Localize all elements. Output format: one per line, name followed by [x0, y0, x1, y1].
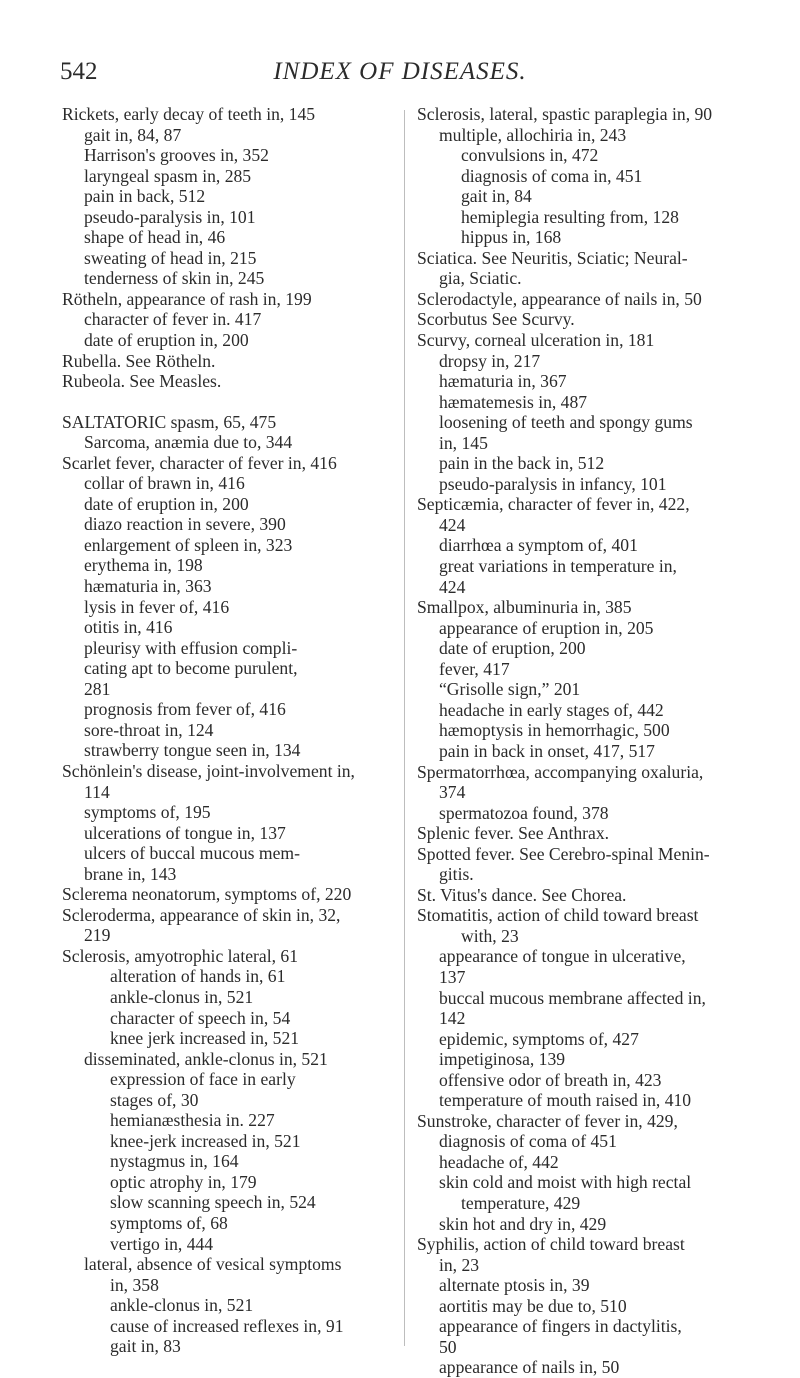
index-column-left — [62, 104, 398, 1357]
index-subentry: strawberry tongue seen in, 134 — [84, 740, 301, 761]
index-entry: Sclerema neonatorum, symptoms of, 220 — [62, 884, 352, 905]
index-entry: Sciatica. See Neuritis, Sciatic; Neural- — [417, 247, 688, 268]
index-subentry: epidemic, symptoms of, 427 — [439, 1028, 639, 1049]
index-subentry: otitis in, 416 — [84, 617, 173, 638]
index-subentry: hæmoptysis in hemorrhagic, 500 — [439, 720, 670, 741]
index-subentry: laryngeal spasm in, 285 — [84, 165, 252, 186]
index-entry: St. Vitus's dance. See Chorea. — [417, 884, 627, 905]
index-subentry: aortitis may be due to, 510 — [439, 1295, 627, 1316]
index-subentry: lateral, absence of vesical symptoms — [84, 1254, 342, 1275]
index-subentry: in, 145 — [439, 432, 488, 453]
index-subentry: disseminated, ankle-clonus in, 521 — [84, 1048, 328, 1069]
index-subentry: knee-jerk increased in, 521 — [110, 1130, 301, 1151]
index-subentry: ankle-clonus in, 521 — [110, 986, 254, 1007]
index-entry: Rubeola. See Measles. — [62, 371, 222, 392]
index-subentry: hæmatemesis in, 487 — [439, 391, 588, 412]
index-subentry: character of fever in. 417 — [84, 309, 262, 330]
index-entry: Sclerosis, amyotrophic lateral, 61 — [62, 945, 298, 966]
index-subentry: convulsions in, 472 — [461, 145, 599, 166]
index-entry: Sunstroke, character of fever in, 429, — [417, 1110, 678, 1131]
index-subentry: enlargement of spleen in, 323 — [84, 534, 293, 555]
running-title: INDEX OF DISEASES. — [273, 58, 527, 85]
index-subentry: brane in, 143 — [84, 863, 177, 884]
index-subentry: symptoms of, 68 — [110, 1212, 228, 1233]
index-subentry: loosening of teeth and spongy gums — [439, 412, 693, 433]
index-subentry: hæmaturia in, 363 — [84, 576, 212, 597]
index-entry: Syphilis, action of child toward breast — [417, 1234, 685, 1255]
index-subentry: headache in early stages of, 442 — [439, 699, 664, 720]
index-subentry: date of eruption in, 200 — [84, 330, 249, 351]
index-subentry: alternate ptosis in, 39 — [439, 1275, 590, 1296]
index-subentry: hæmaturia in, 367 — [439, 371, 567, 392]
index-subentry: spermatozoa found, 378 — [439, 802, 609, 823]
index-subentry: appearance of tongue in ulcerative, — [439, 946, 686, 967]
index-subentry: cause of increased reflexes in, 91 — [110, 1315, 344, 1336]
index-subentry: gait in, 83 — [110, 1336, 181, 1357]
index-column-right — [417, 104, 747, 1378]
index-entry: Splenic fever. See Anthrax. — [417, 823, 610, 844]
index-subentry: pseudo-paralysis in, 101 — [84, 206, 256, 227]
index-subentry: lysis in fever of, 416 — [84, 596, 230, 617]
index-subentry: appearance of fingers in dactylitis, — [439, 1316, 682, 1337]
index-subentry: dropsy in, 217 — [439, 350, 541, 371]
index-subentry: pain in the back in, 512 — [439, 453, 605, 474]
index-subentry: diagnosis of coma in, 451 — [461, 165, 643, 186]
index-subentry: “Grisolle sign,” 201 — [439, 679, 581, 700]
index-subentry: ulcers of buccal mucous mem- — [84, 843, 300, 864]
index-subentry: symptoms of, 195 — [84, 802, 211, 823]
index-subentry: expression of face in early — [110, 1069, 296, 1090]
section-gap — [62, 392, 398, 412]
index-subentry: erythema in, 198 — [84, 555, 203, 576]
index-subentry: 374 — [439, 782, 466, 803]
index-subentry: nystagmus in, 164 — [110, 1151, 239, 1172]
index-subentry: stages of, 30 — [110, 1089, 199, 1110]
index-subentry: slow scanning speech in, 524 — [110, 1192, 316, 1213]
index-subentry: cating apt to become purulent, — [84, 658, 298, 679]
index-entry: Sclerosis, lateral, spastic paraplegia in, 90 — [417, 104, 713, 124]
index-entry: Scarlet fever, character of fever in, 416 — [62, 452, 337, 473]
index-subentry: shape of head in, 46 — [84, 227, 226, 248]
index-subentry: appearance of eruption in, 205 — [439, 617, 654, 638]
index-subentry: great variations in temperature in, — [439, 556, 677, 577]
column-divider — [404, 110, 405, 1346]
index-entry: Sclerodactyle, appearance of nails in, 50 — [417, 288, 702, 309]
index-entry: Schönlein's disease, joint-involvement in, — [62, 760, 355, 781]
index-subentry: 114 — [84, 781, 110, 802]
index-entry: Stomatitis, action of child toward breast — [417, 905, 699, 926]
index-entry: Rubella. See Rötheln. — [62, 350, 216, 371]
index-subentry: diagnosis of coma of 451 — [439, 1131, 617, 1152]
index-entry: Septicæmia, character of fever in, 422, — [417, 494, 690, 515]
index-entry: Scleroderma, appearance of skin in, 32, — [62, 904, 341, 925]
index-subentry: alteration of hands in, 61 — [110, 966, 286, 987]
index-subentry: date of eruption in, 200 — [84, 493, 249, 514]
index-subentry: knee jerk increased in, 521 — [110, 1028, 300, 1049]
index-subentry: prognosis from fever of, 416 — [84, 699, 286, 720]
index-subentry: in, 358 — [110, 1274, 159, 1295]
index-subentry: tenderness of skin in, 245 — [84, 268, 265, 289]
page-header — [60, 58, 740, 92]
index-subentry: hemianæsthesia in. 227 — [110, 1110, 275, 1131]
index-subentry: pain in back, 512 — [84, 186, 206, 207]
index-subentry: multiple, allochiria in, 243 — [439, 124, 627, 145]
page-number: 542 — [60, 58, 98, 85]
index-subentry: gait in, 84, 87 — [84, 124, 182, 145]
index-subentry: headache of, 442 — [439, 1151, 559, 1172]
index-subentry: temperature, 429 — [461, 1192, 581, 1213]
index-entry: Spermatorrhœa, accompanying oxaluria, — [417, 761, 704, 782]
index-subentry: sore-throat in, 124 — [84, 719, 214, 740]
index-subentry: 219 — [84, 925, 111, 946]
index-subentry: optic atrophy in, 179 — [110, 1171, 257, 1192]
index-subentry: 281 — [84, 678, 111, 699]
index-subentry: pleurisy with effusion compli- — [84, 637, 298, 658]
index-subentry: 424 — [439, 514, 466, 535]
index-subentry: hippus in, 168 — [461, 227, 562, 248]
index-subentry: diarrhœa a symptom of, 401 — [439, 535, 638, 556]
index-subentry: 424 — [439, 576, 466, 597]
index-subentry: offensive odor of breath in, 423 — [439, 1069, 662, 1090]
index-subentry: vertigo in, 444 — [110, 1233, 214, 1254]
index-subentry: date of eruption, 200 — [439, 638, 586, 659]
index-subentry: 142 — [439, 1008, 466, 1029]
index-subentry: impetiginosa, 139 — [439, 1049, 566, 1070]
index-subentry: gait in, 84 — [461, 186, 532, 207]
index-subentry: skin hot and dry in, 429 — [439, 1213, 607, 1234]
index-subentry: hemiplegia resulting from, 128 — [461, 206, 679, 227]
index-subentry: pain in back in onset, 417, 517 — [439, 740, 655, 761]
index-subentry: diazo reaction in severe, 390 — [84, 514, 286, 535]
index-subentry: appearance of nails in, 50 — [439, 1357, 620, 1378]
index-subentry: with, 23 — [461, 925, 519, 946]
index-subentry: ulcerations of tongue in, 137 — [84, 822, 286, 843]
index-entry: Rötheln, appearance of rash in, 199 — [62, 288, 312, 309]
index-subentry: gitis. — [439, 864, 474, 885]
index-subentry: temperature of mouth raised in, 410 — [439, 1090, 692, 1111]
index-subentry: 50 — [439, 1336, 457, 1357]
index-subentry: Sarcoma, anæmia due to, 344 — [84, 432, 293, 453]
index-entry: Scorbutus See Scurvy. — [417, 309, 575, 330]
index-entry: Spotted fever. See Cerebro-spinal Menin- — [417, 843, 710, 864]
index-entry: Scurvy, corneal ulceration in, 181 — [417, 330, 655, 351]
index-entry: Rickets, early decay of teeth in, 145 — [62, 104, 316, 124]
index-subentry: fever, 417 — [439, 658, 510, 679]
index-subentry: buccal mucous membrane affected in, — [439, 987, 706, 1008]
index-subentry: skin cold and moist with high rectal — [439, 1172, 692, 1193]
index-entry-section-start: SALTATORIC spasm, 65, 475 — [62, 411, 277, 432]
index-subentry: gia, Sciatic. — [439, 268, 522, 289]
index-entry: Smallpox, albuminuria in, 385 — [417, 597, 632, 618]
index-subentry: pseudo-paralysis in infancy, 101 — [439, 473, 667, 494]
index-subentry: Harrison's grooves in, 352 — [84, 145, 269, 166]
index-subentry: 137 — [439, 966, 466, 987]
index-subentry: character of speech in, 54 — [110, 1007, 291, 1028]
index-subentry: in, 23 — [439, 1254, 480, 1275]
index-subentry: collar of brawn in, 416 — [84, 473, 245, 494]
index-subentry: sweating of head in, 215 — [84, 247, 257, 268]
index-subentry: ankle-clonus in, 521 — [110, 1295, 254, 1316]
